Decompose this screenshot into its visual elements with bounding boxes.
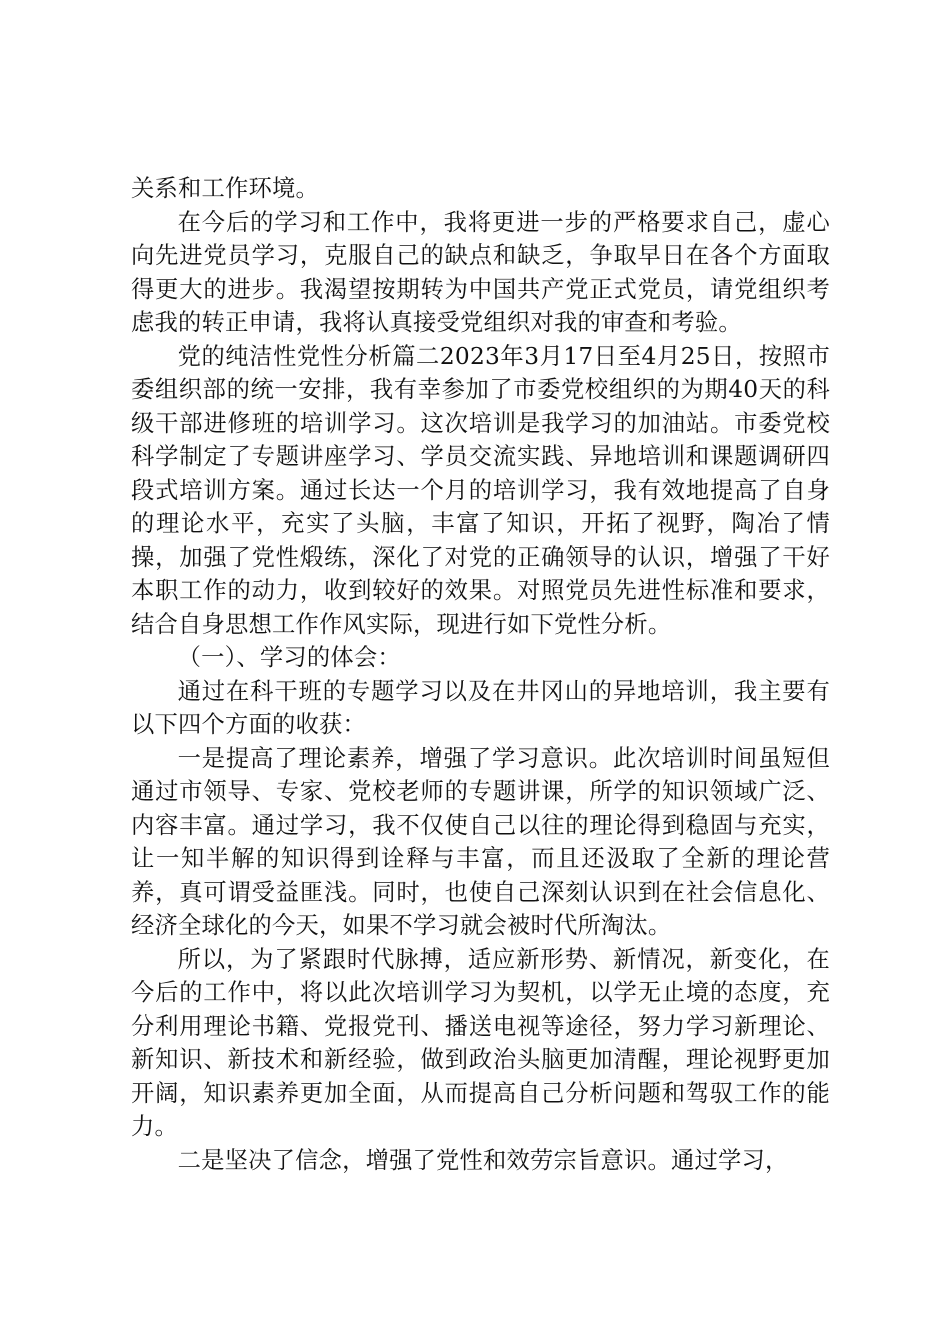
- paragraph-gain-one-followup: 所以，为了紧跟时代脉搏，适应新形势、新情况，新变化，在今后的工作中，将以此次培训学习为契机，以学无止境的态度，充分利用理论书籍、党报党刊、播送电视等途径，努力学习新理论、新知识、新技术和新经验，做到政治头脑更加清醒，理论视野更加开阔，知识素养更加全面，从而提高自己分析问题和驾驭工作的能力。: [131, 945, 830, 1140]
- paragraph-gain-two: 二是坚决了信念，增强了党性和效劳宗旨意识。通过学习，: [177, 1146, 789, 1174]
- paragraph-gain-one: 一是提高了理论素养，增强了学习意识。此次培训时间虽短但通过市领导、专家、党校老师的专题讲课，所学的知识领域广泛、内容丰富。通过学习，我不仅使自己以往的理论得到稳固与充实，让一知半解的知识得到诠释与丰富，而且还汲取了全新的理论营养，真可谓受益匪浅。同时，也使自己深刻认识到在社会信息化、经济全球化的今天，如果不学习就会被时代所淘汰。: [131, 744, 830, 939]
- paragraph-gains-intro: 通过在科干班的专题学习以及在井冈山的异地培训，我主要有以下四个方面的收获：: [131, 677, 830, 738]
- paragraph-future-commitment: 在今后的学习和工作中，我将更进一步的严格要求自己，虚心向先进党员学习，克服自己的缺点和缺乏，争取早日在各个方面取得更大的进步。我渴望按期转为中国共产党正式党员，请党组织考虑我的转正申请，我将认真接受党组织对我的审查和考验。: [131, 208, 830, 336]
- paragraph-continuation: 关系和工作环境。: [131, 175, 319, 202]
- document-body: [131, 172, 830, 1177]
- section-heading-learning: （一）、学习的体会：: [177, 644, 401, 671]
- paragraph-training-overview: 党的纯洁性党性分析篇二2023年3月17日至4月25日，按照市委组织部的统一安排，我有幸参加了市委党校组织的为期40天的科级干部进修班的培训学习。这次培训是我学习的加油站。市委党校科学制定了专题讲座学习、学员交流实践、异地培训和课题调研四段式培训方案。通过长达一个月的培训学习，我有效地提高了自身的理论水平，充实了头脑，丰富了知识，开拓了视野，陶冶了情操，加强了党性煅练，深化了对党的正确领导的认识，增强了干好本职工作的动力，收到较好的效果。对照党员先进性标准和要求，结合自身思想工作作风实际，现进行如下党性分析。: [131, 342, 830, 638]
